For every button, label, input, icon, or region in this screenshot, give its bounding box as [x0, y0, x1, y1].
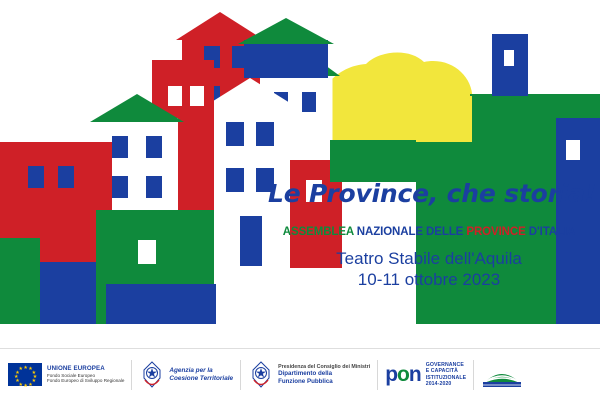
agenzia-line-1: Agenzia per la [169, 366, 213, 374]
yellow-sliver [416, 96, 472, 142]
subline-word-province: PROVINCE [466, 225, 526, 238]
blue-roof-block [244, 40, 328, 78]
poster-text-block [268, 179, 596, 291]
tower-window-2 [256, 122, 274, 146]
green-mid-window [138, 240, 156, 264]
eu-line-2: Fondo Sociale Europeo [47, 372, 96, 378]
pon-text-block [426, 362, 467, 388]
italian-republic-emblem-icon [139, 360, 165, 390]
agenzia-line-2: Coesione Territoriale [169, 374, 234, 382]
pon-line-1: GOVERNANCE [425, 361, 464, 368]
midleft-window-4 [146, 176, 162, 198]
logo-divider-2 [240, 360, 241, 390]
logo-agenzia-coesione [139, 355, 233, 395]
poster-venue: Teatro Stabile dell'Aquila [336, 248, 522, 268]
eu-title: UNIONE EUROPEA [47, 365, 105, 373]
left-window-2 [58, 166, 74, 188]
logo-divider-1 [131, 360, 132, 390]
pon-line-2: E CAPACITÀ [425, 368, 459, 374]
logo-dipartimento-funzione-pubblica [248, 355, 370, 395]
pon-line-4: 2014-2020 [425, 381, 452, 387]
poster-dates: 10-11 ottobre 2023 [357, 270, 501, 290]
subline-word-nazionale: NAZIONALE DELLE [356, 225, 464, 238]
window-upper-2 [302, 92, 316, 112]
subline-word-assemblea: ASSEMBLEA [282, 225, 354, 238]
logo-divider-3 [377, 360, 378, 390]
italian-republic-emblem-icon-2 [248, 360, 274, 390]
pon-logo-icon: pon [385, 363, 421, 386]
logo-unione-europea [8, 355, 124, 395]
eu-text-block [47, 365, 124, 384]
blue-foreground-band [106, 284, 216, 324]
left-window-1 [28, 166, 44, 188]
ground-strip [0, 324, 600, 338]
footer-logo-strip [0, 348, 600, 400]
dipartimento-line-3: Funzione Pubblica [278, 377, 333, 385]
agenzia-text-block [169, 367, 233, 382]
poster-subline [268, 226, 590, 238]
tower-window-3 [226, 168, 244, 192]
midleft-window-2 [146, 136, 162, 158]
poster-headline: Le Province, che storia! [268, 179, 596, 208]
upi-logo-icon [481, 362, 523, 388]
logo-divider-4 [473, 360, 474, 390]
right-tower-window [504, 50, 514, 66]
right-blue-window [566, 140, 580, 160]
eu-line-3: Fondo Europeo di Sviluppo Regionale [47, 378, 125, 384]
subline-word-ditalia: D'ITALIA [528, 225, 576, 238]
dipartimento-line-2: Dipartimento della [278, 370, 333, 378]
tower-door [240, 216, 262, 266]
dipartimento-line-1: Presidenza del Consiglio dei Ministri [278, 363, 371, 370]
midleft-window-1 [112, 136, 128, 158]
green-sliver-center [330, 140, 420, 182]
green-left-strip [0, 238, 40, 324]
logo-pon-governance [385, 355, 466, 395]
red-left-window-2 [190, 86, 204, 106]
right-green-roofline [470, 96, 566, 116]
midleft-window-3 [112, 176, 128, 198]
dipartimento-text-block [278, 364, 370, 385]
logo-upi [481, 355, 523, 395]
pon-line-3: ISTITUZIONALE [425, 374, 467, 381]
tower-window-1 [226, 122, 244, 146]
eu-flag-icon: ★ ★ ★ ★ ★ ★ ★ ★ ★ ★ ★ ★ [8, 363, 42, 386]
red-left-window-1 [168, 86, 182, 106]
